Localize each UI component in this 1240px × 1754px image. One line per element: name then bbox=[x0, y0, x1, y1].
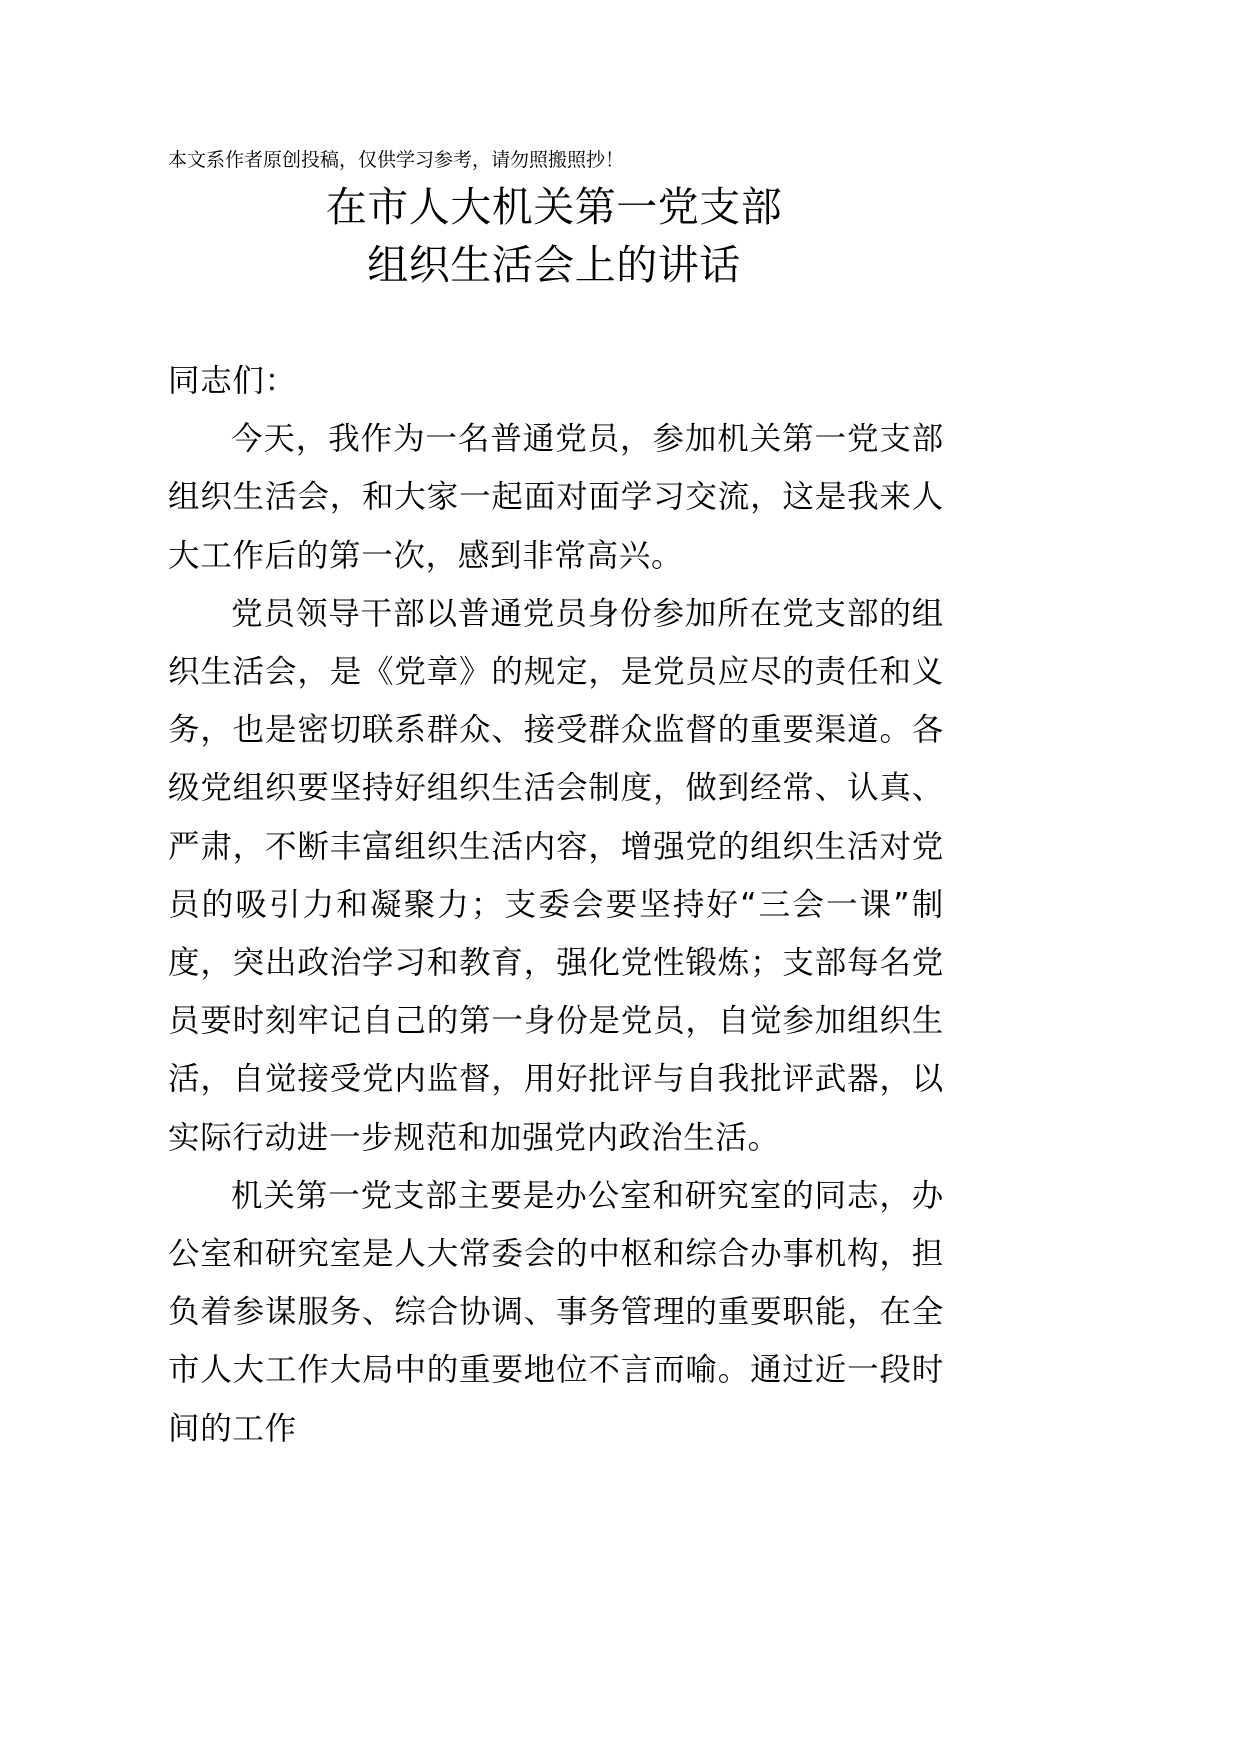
paragraph-2: 党员领导干部以普通党员身份参加所在党支部的组织生活会，是《党章》的规定，是党员应尽的责任和义务，也是密切联系群众、接受群众监督的重要渠道。各级党组织要坚持好组织生活会制度，做到经常、认真、严肃，不断丰富组织生活内容，增强党的组织生活对党员的吸引力和凝聚力；支委会要坚持好“三会一课”制度，突出政治学习和教育，强化党性锻炼；支部每名党员要时刻牢记自己的第一身份是党员，自觉参加组织生活，自觉接受党内监督，用好批评与自我批评武器，以实际行动进一步规范和加强党内政治生活。 bbox=[168, 595, 944, 1156]
document-body bbox=[168, 352, 944, 1458]
paragraph-1: 今天，我作为一名普通党员，参加机关第一党支部组织生活会，和大家一起面对面学习交流，这是我来人大工作后的第一次，感到非常高兴。 bbox=[168, 421, 944, 574]
document-title-line-2: 组织生活会上的讲话 bbox=[367, 241, 741, 289]
copyright-notice: 本文系作者原创投稿，仅供学习参考，请勿照搬照抄！ bbox=[168, 149, 625, 171]
paragraph-3: 机关第一党支部主要是办公室和研究室的同志，办公室和研究室是人大常委会的中枢和综合办事机构，担负着参谋服务、综合协调、事务管理的重要职能，在全市人大工作大局中的重要地位不言而喻。通过近一段时间的工作 bbox=[168, 1177, 944, 1447]
document-title-line-1: 在市人大机关第一党支部 bbox=[325, 183, 783, 231]
greeting: 同志们： bbox=[168, 363, 297, 399]
